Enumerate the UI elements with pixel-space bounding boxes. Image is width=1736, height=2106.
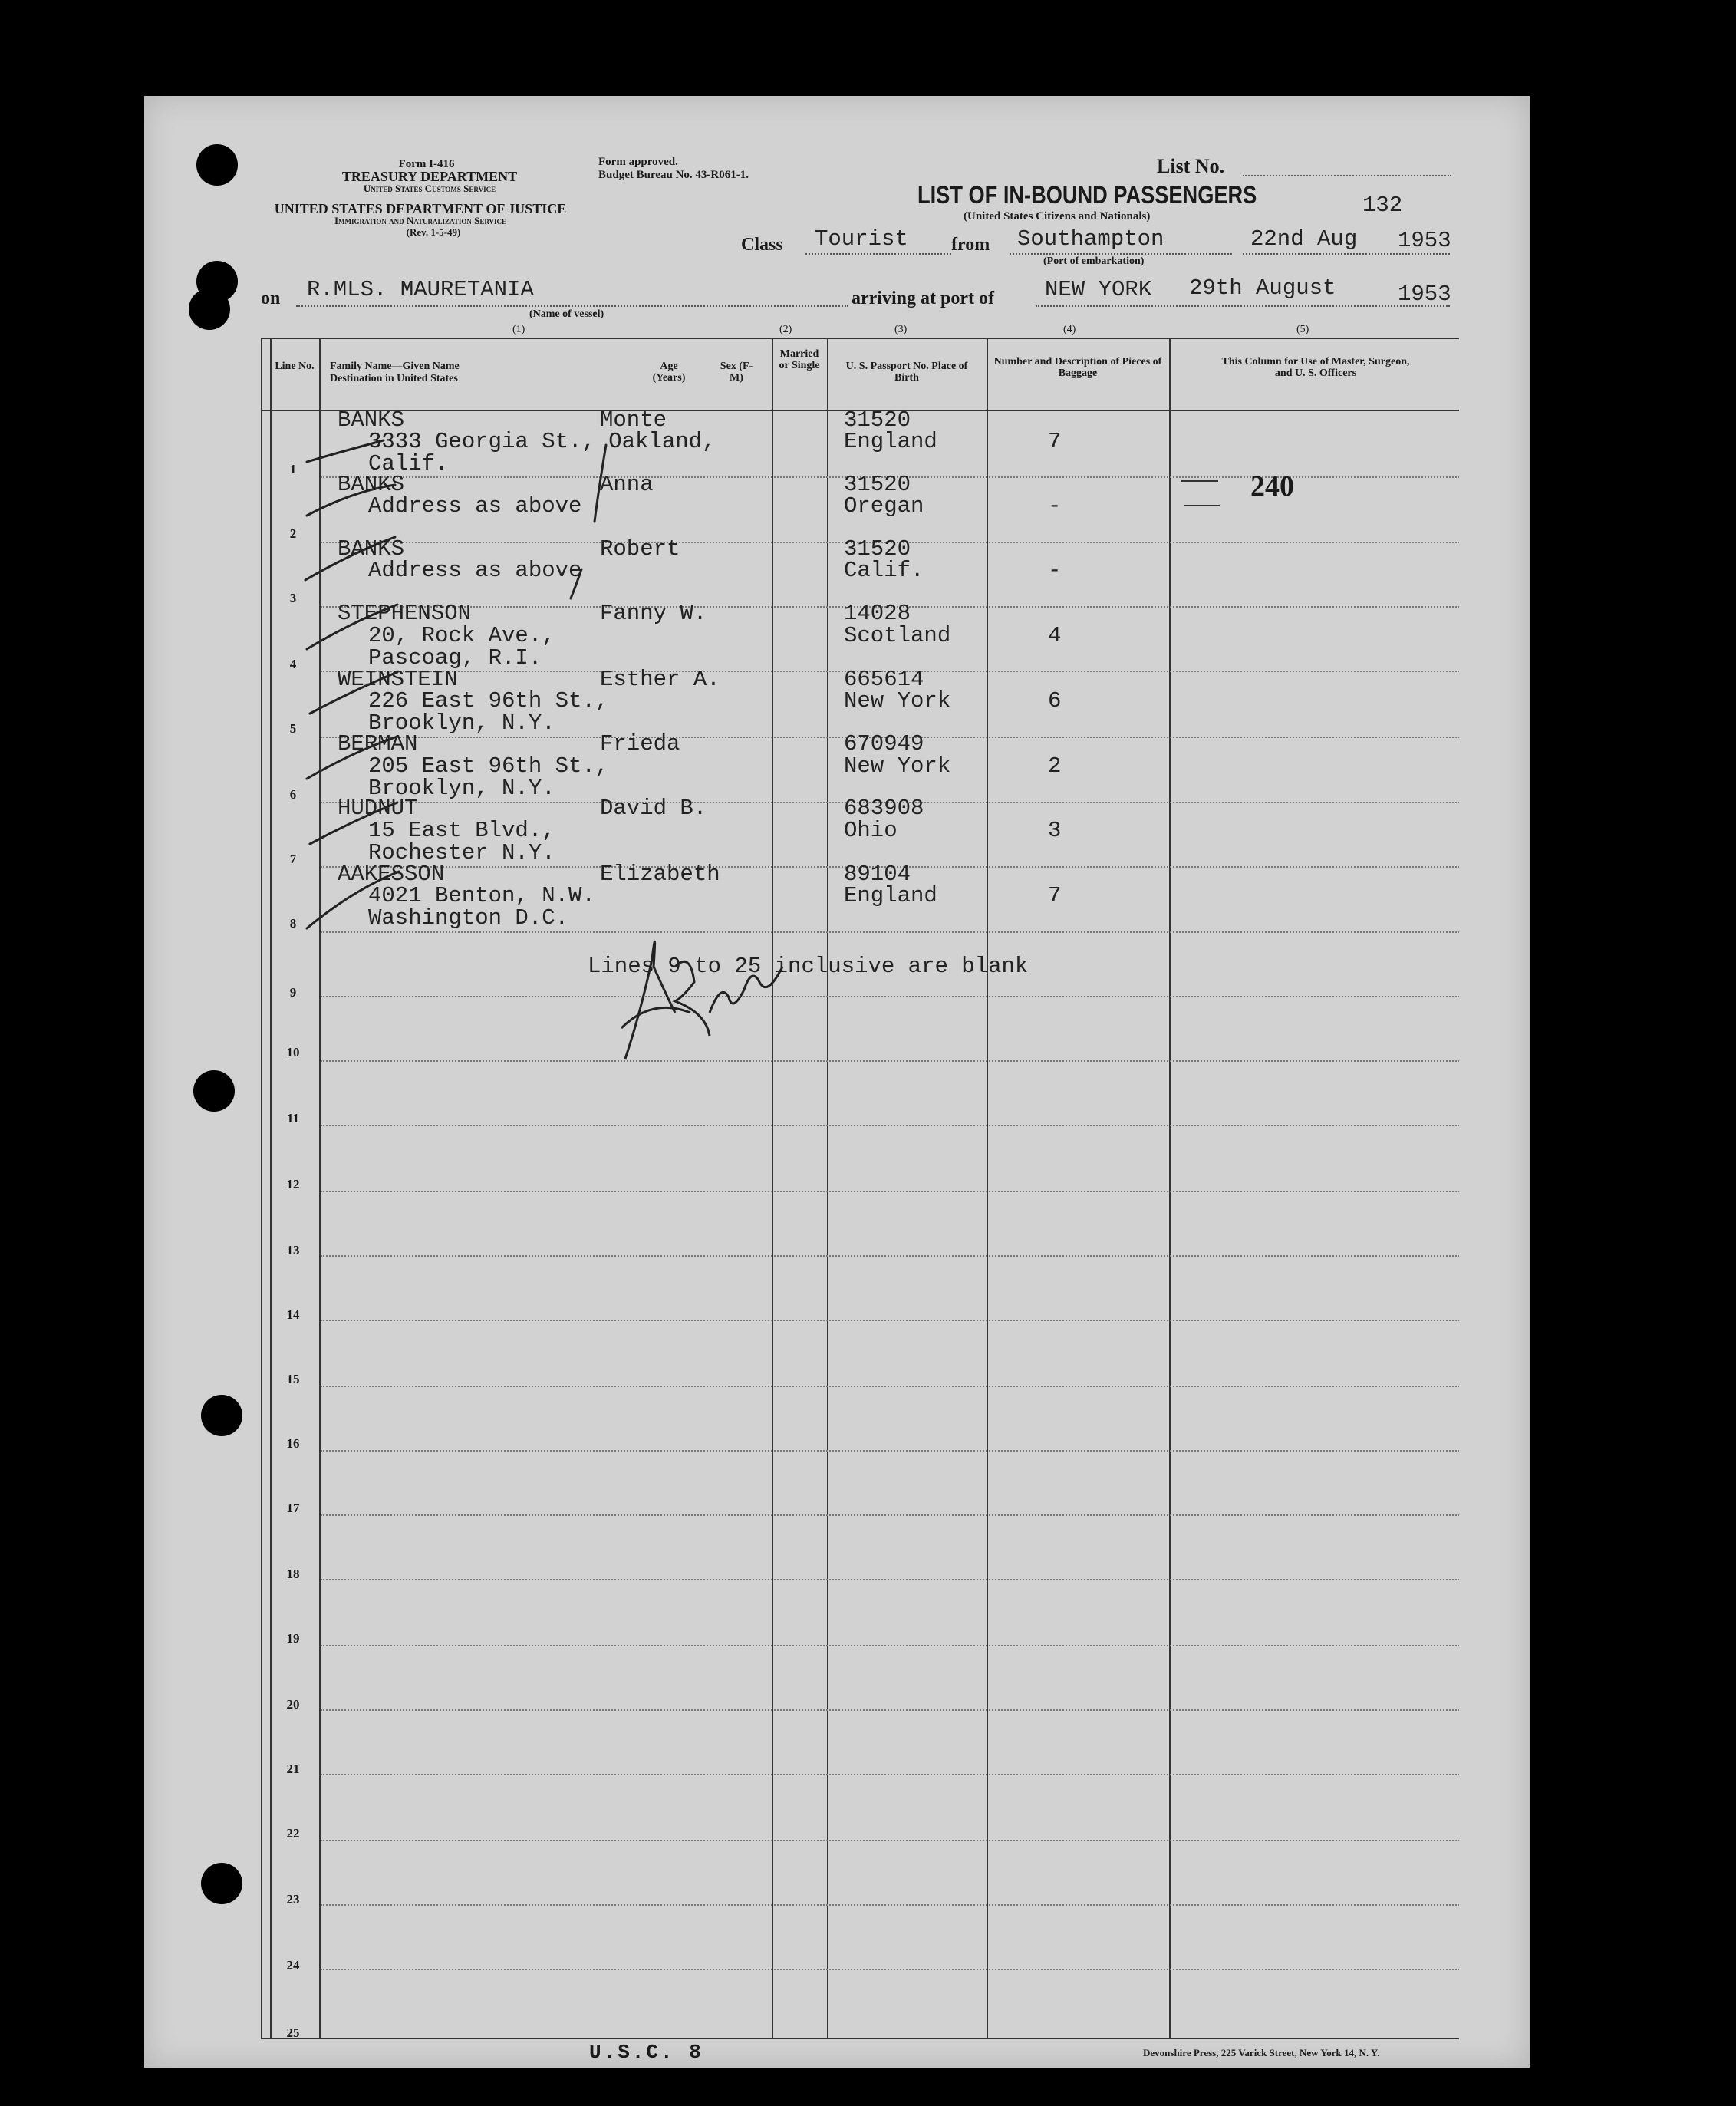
baggage-count: -	[1048, 493, 1062, 519]
line-number: 15	[286, 1372, 300, 1386]
line-number: 7	[289, 852, 297, 866]
document-title: LIST OF IN-BOUND PASSENGERS	[917, 181, 1257, 209]
header-destination: Destination in United States	[330, 373, 458, 384]
place-of-birth: England	[844, 883, 937, 908]
passenger-family-name: STEPHENSON	[338, 601, 472, 626]
line-number: 22	[286, 1826, 300, 1841]
row-line	[321, 1514, 1459, 1516]
passenger-address-2: Calif.	[368, 451, 449, 476]
passport-number: 89104	[844, 862, 911, 887]
passport-number: 670949	[844, 731, 924, 756]
place-of-birth: England	[844, 429, 937, 454]
customs-service: United States Customs Service	[363, 183, 496, 194]
arrival-line	[1036, 305, 1450, 307]
budget-bureau: Budget Bureau No. 43-R061-1.	[598, 169, 749, 181]
on-label: on	[261, 288, 281, 308]
line-number: 6	[289, 787, 297, 802]
list-no-label: List No.	[1157, 155, 1225, 177]
line-number: 25	[286, 2025, 300, 2040]
baggage-count: 7	[1048, 429, 1062, 454]
row-line	[321, 1386, 1459, 1387]
vessel-line	[296, 305, 848, 307]
date-line	[1243, 253, 1450, 255]
passenger-given-name: David B.	[600, 796, 707, 821]
header-passport: U. S. Passport No. Place of Birth	[845, 361, 968, 384]
line-number: 3	[289, 591, 297, 605]
place-of-birth: Calif.	[844, 558, 924, 583]
baggage-count: -	[1048, 558, 1062, 583]
passport-number: 31520	[844, 472, 911, 497]
document-subtitle: (United States Citizens and Nationals)	[964, 210, 1151, 222]
passenger-family-name: BANKS	[338, 407, 405, 433]
col-num-3: (3)	[894, 324, 908, 335]
footer-press: Devonshire Press, 225 Varick Street, New York 14, N. Y.	[1143, 2047, 1380, 2058]
passenger-given-name: Robert	[600, 536, 680, 562]
class-value: Tourist	[815, 226, 908, 252]
passenger-given-name: Esther A.	[600, 667, 720, 692]
line-number: 8	[289, 916, 297, 931]
page-number: 132	[1362, 193, 1403, 218]
header-age: Age (Years)	[652, 361, 686, 384]
class-line	[805, 253, 951, 255]
line-number: 14	[286, 1307, 300, 1322]
row-line	[321, 1774, 1459, 1775]
class-label: Class	[741, 235, 783, 255]
from-line	[1010, 253, 1232, 255]
officer-dash	[1181, 480, 1218, 482]
passport-number: 31520	[844, 536, 911, 562]
row-line	[321, 1320, 1459, 1321]
passenger-address: Address as above	[368, 558, 582, 583]
passenger-address: 15 East Blvd.,	[368, 818, 555, 843]
baggage-count: 3	[1048, 818, 1062, 843]
passport-number: 683908	[844, 796, 924, 821]
line-number: 16	[286, 1436, 300, 1451]
from-label: from	[951, 235, 990, 255]
line-number: 17	[286, 1501, 300, 1515]
col-num-1: (1)	[512, 324, 525, 335]
passenger-address-2: Pascoag, R.I.	[368, 645, 542, 671]
binder-hole	[196, 144, 238, 186]
passenger-address: 4021 Benton, N.W.	[368, 883, 595, 908]
list-no-line	[1243, 175, 1451, 176]
arrival-year: 1953	[1398, 282, 1451, 307]
passenger-family-name: AAKESSON	[338, 862, 445, 887]
line-number: 20	[286, 1697, 300, 1712]
binder-hole	[193, 1070, 235, 1112]
revision: (Rev. 1-5-49)	[406, 226, 461, 238]
passenger-given-name: Elizabeth	[600, 862, 720, 887]
line-number: 9	[289, 985, 297, 1000]
header-officers: This Column for Use of Master, Surgeon, and U. S. Officers	[1221, 356, 1410, 379]
ins-service: Immigration and Naturalization Service	[334, 215, 507, 226]
passenger-given-name: Frieda	[600, 731, 680, 756]
row-line	[321, 1191, 1459, 1192]
line-number: 24	[286, 1958, 300, 1973]
col-divider-baggage	[987, 338, 988, 2038]
line-number: 13	[286, 1243, 300, 1257]
passenger-family-name: WEINSTEIN	[338, 667, 458, 692]
header-family-name: Family Name—Given Name	[330, 361, 460, 372]
table-bottom-border	[261, 2038, 1459, 2039]
table-top-border	[261, 338, 1459, 339]
binder-hole	[201, 1395, 242, 1436]
arriving-label: arriving at port of	[852, 288, 994, 308]
handwritten-marks	[292, 430, 828, 1105]
passport-number: 31520	[844, 407, 911, 433]
passenger-address: 20, Rock Ave.,	[368, 623, 555, 648]
arrival-date: 29th August	[1189, 275, 1336, 301]
header-line-no: Line No.	[275, 361, 315, 372]
header-baggage: Number and Description of Pieces of Baggage	[993, 356, 1162, 379]
row-line	[321, 1125, 1459, 1126]
col-num-4: (4)	[1063, 324, 1076, 335]
line-number: 19	[286, 1631, 300, 1646]
baggage-count: 6	[1048, 688, 1062, 714]
line-number: 10	[286, 1045, 300, 1060]
line-number: 1	[289, 462, 297, 476]
passenger-address: 226 East 96th St.,	[368, 688, 609, 714]
passenger-address: 3333 Georgia St., Oakland,	[368, 429, 716, 454]
line-number: 4	[289, 657, 297, 671]
depart-year: 1953	[1398, 228, 1451, 253]
treasury-dept: TREASURY DEPARTMENT	[341, 169, 518, 184]
binder-hole	[189, 288, 230, 330]
binder-hole	[201, 1863, 242, 1904]
passenger-address-2: Washington D.C.	[368, 905, 569, 931]
arrival-port: NEW YORK	[1045, 277, 1152, 302]
baggage-count: 2	[1048, 753, 1062, 779]
footer-form-number: U.S.C. 8	[589, 2041, 703, 2064]
place-of-birth: Ohio	[844, 818, 898, 843]
passenger-given-name: Monte	[600, 407, 667, 433]
passenger-given-name: Anna	[600, 472, 654, 497]
form-approved: Form approved.	[598, 156, 678, 168]
header-sex: Sex (F-M)	[720, 361, 753, 384]
baggage-count: 4	[1048, 623, 1062, 648]
passenger-address: Address as above	[368, 493, 582, 519]
officer-annotation: 240	[1250, 470, 1294, 503]
passenger-family-name: BERMAN	[338, 731, 418, 756]
line-number: 23	[286, 1892, 300, 1907]
depart-date: 22nd Aug	[1250, 226, 1358, 252]
passenger-address-2: Brooklyn, N.Y.	[368, 710, 555, 736]
line-number: 18	[286, 1567, 300, 1581]
place-of-birth: New York	[844, 688, 951, 714]
justice-dept: UNITED STATES DEPARTMENT OF JUSTICE	[274, 201, 567, 216]
table-left-border-inner	[270, 338, 272, 2038]
port-embark-label: (Port of embarkation)	[1043, 255, 1145, 267]
form-number: Form I-416	[398, 158, 455, 170]
passenger-address-2: Rochester N.Y.	[368, 840, 555, 865]
passport-number: 665614	[844, 667, 924, 692]
place-of-birth: New York	[844, 753, 951, 779]
row-line	[321, 1904, 1459, 1906]
col-divider-officers	[1169, 338, 1171, 2038]
passport-number: 14028	[844, 601, 911, 626]
passenger-family-name: BANKS	[338, 472, 405, 497]
place-of-birth: Scotland	[844, 623, 951, 648]
passenger-address: 205 East 96th St.,	[368, 753, 609, 779]
officer-dash	[1184, 505, 1220, 506]
col-num-5: (5)	[1296, 324, 1309, 335]
line-number: 11	[286, 1111, 300, 1126]
blank-lines-note: Lines 9 to 25 inclusive are blank	[588, 954, 1029, 979]
line-number: 5	[289, 721, 297, 736]
baggage-count: 7	[1048, 883, 1062, 908]
row-line	[321, 1579, 1459, 1580]
row-line	[321, 1969, 1459, 1970]
row-line	[321, 1840, 1459, 1841]
header-married: Married or Single	[779, 348, 820, 371]
row-line	[321, 1645, 1459, 1646]
table-left-border	[261, 338, 262, 2038]
row-line	[321, 1450, 1459, 1452]
place-of-birth: Oregan	[844, 493, 924, 519]
vessel-label: (Name of vessel)	[529, 308, 604, 320]
row-line	[321, 1255, 1459, 1257]
row-line	[321, 1709, 1459, 1711]
passenger-given-name: Fanny W.	[600, 601, 707, 626]
vessel-name: R.MLS. MAURETANIA	[307, 277, 534, 302]
passenger-family-name: HUDNUT	[338, 796, 418, 821]
line-number: 2	[289, 526, 297, 541]
from-value: Southampton	[1017, 226, 1164, 252]
line-number: 12	[286, 1177, 300, 1191]
line-number: 21	[286, 1762, 300, 1776]
passenger-address-2: Brooklyn, N.Y.	[368, 776, 555, 801]
col-num-2: (2)	[779, 324, 792, 335]
passenger-family-name: BANKS	[338, 536, 405, 562]
